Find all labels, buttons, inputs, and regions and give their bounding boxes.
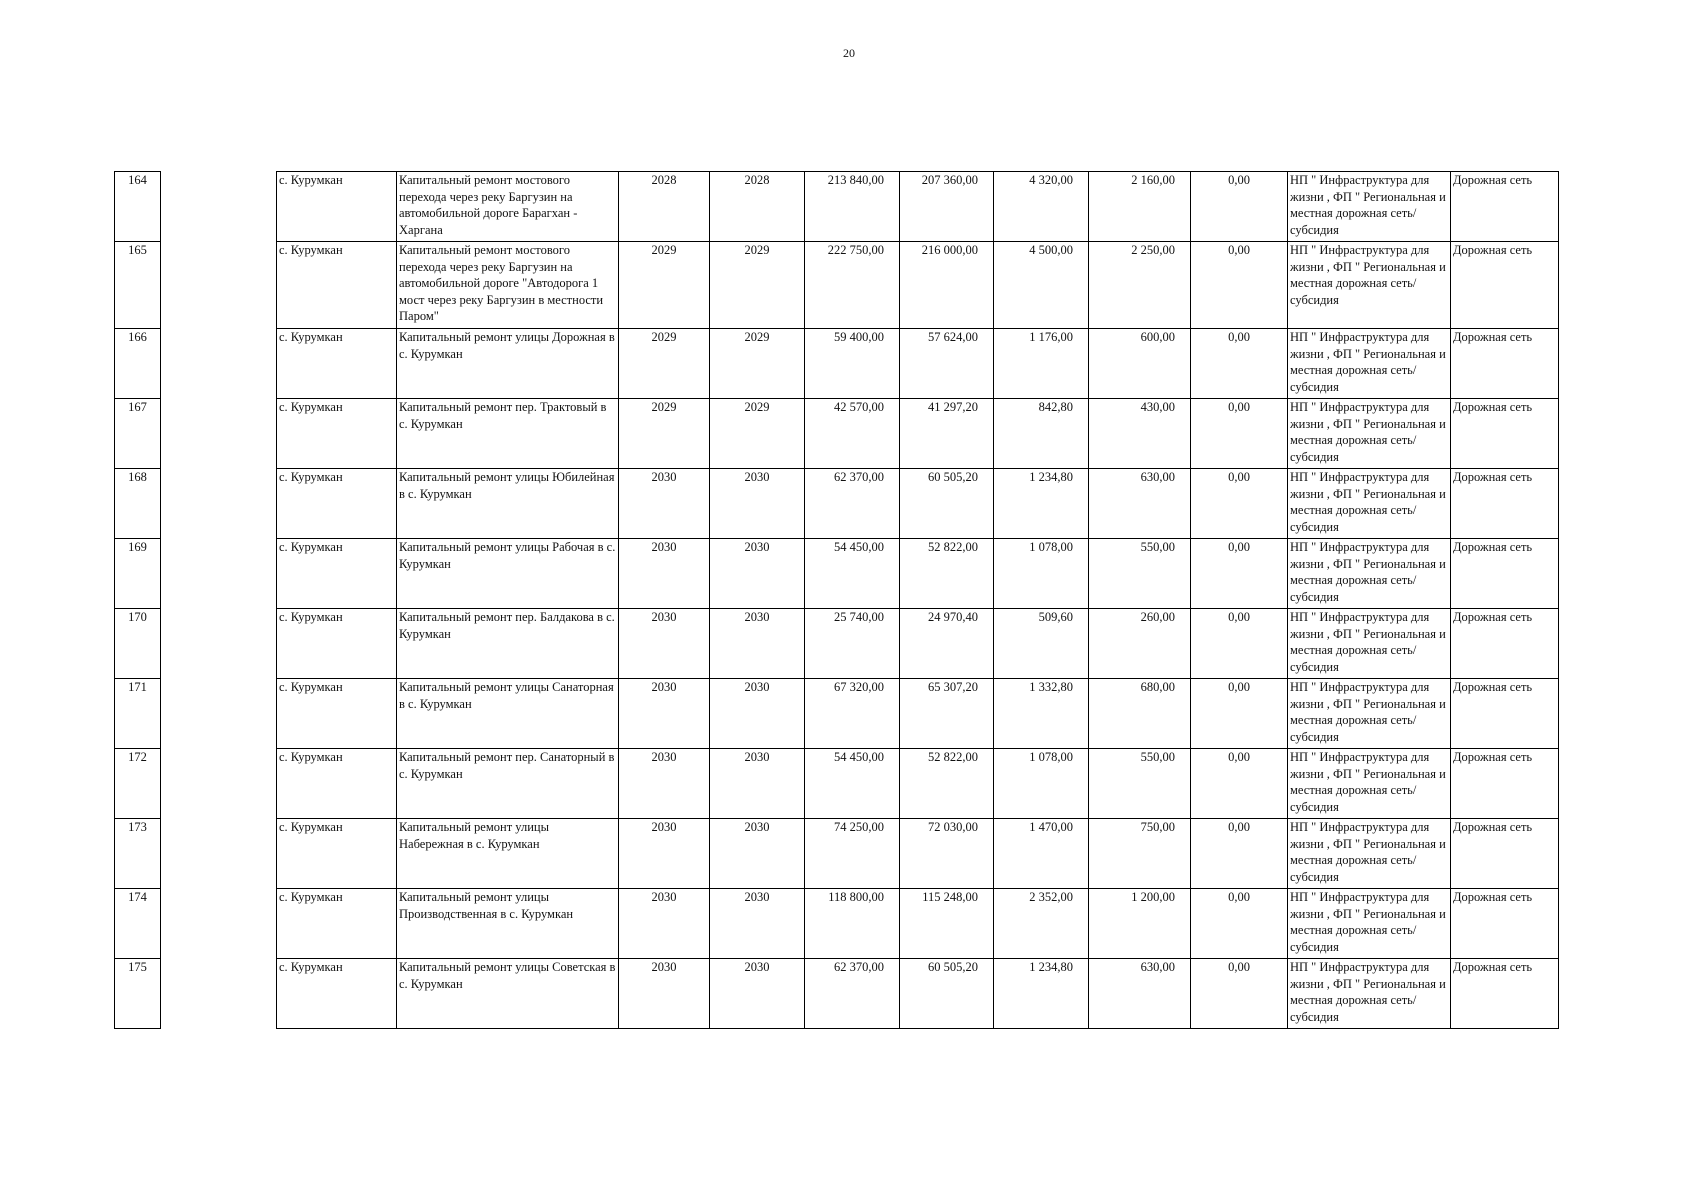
project-name-cell: Капитальный ремонт мостового перехода через реку Баргузин на автомобильной дороге "Автодорога 1 мост через реку Баргузин в местности Паром"	[397, 242, 619, 329]
project-name-cell: Капитальный ремонт улицы Санаторная в с. Курумкан	[397, 679, 619, 749]
blank-cell	[161, 889, 277, 959]
category-cell: Дорожная сеть	[1451, 959, 1559, 1029]
federal-amount-cell: 115 248,00	[900, 889, 994, 959]
project-name-cell: Капитальный ремонт улицы Набережная в с. Курумкан	[397, 819, 619, 889]
blank-cell	[161, 329, 277, 399]
federal-amount-cell: 72 030,00	[900, 819, 994, 889]
municipal-amount-cell: 430,00	[1089, 399, 1191, 469]
start-year-cell: 2030	[619, 749, 710, 819]
other-amount-cell: 0,00	[1191, 329, 1288, 399]
other-amount-cell: 0,00	[1191, 679, 1288, 749]
republic-amount-cell: 4 320,00	[994, 172, 1089, 242]
settlement-cell: с. Курумкан	[277, 679, 397, 749]
blank-cell	[161, 609, 277, 679]
table-body	[115, 172, 1559, 1029]
project-name-cell: Капитальный ремонт пер. Балдакова в с. Курумкан	[397, 609, 619, 679]
row-number: 170	[115, 609, 161, 679]
category-cell: Дорожная сеть	[1451, 242, 1559, 329]
settlement-cell: с. Курумкан	[277, 329, 397, 399]
category-cell: Дорожная сеть	[1451, 609, 1559, 679]
total-amount-cell: 42 570,00	[805, 399, 900, 469]
program-cell: НП " Инфраструктура для жизни , ФП " Региональная и местная дорожная сеть/субсидия	[1288, 679, 1451, 749]
blank-cell	[161, 819, 277, 889]
table-row	[115, 399, 1559, 469]
project-name-cell: Капитальный ремонт улицы Советская в с. Курумкан	[397, 959, 619, 1029]
settlement-cell: с. Курумкан	[277, 749, 397, 819]
total-amount-cell: 222 750,00	[805, 242, 900, 329]
republic-amount-cell: 2 352,00	[994, 889, 1089, 959]
other-amount-cell: 0,00	[1191, 819, 1288, 889]
settlement-cell: с. Курумкан	[277, 242, 397, 329]
other-amount-cell: 0,00	[1191, 172, 1288, 242]
settlement-cell: с. Курумкан	[277, 172, 397, 242]
category-cell: Дорожная сеть	[1451, 539, 1559, 609]
start-year-cell: 2030	[619, 539, 710, 609]
start-year-cell: 2029	[619, 329, 710, 399]
federal-amount-cell: 60 505,20	[900, 469, 994, 539]
program-cell: НП " Инфраструктура для жизни , ФП " Региональная и местная дорожная сеть/субсидия	[1288, 469, 1451, 539]
municipal-amount-cell: 630,00	[1089, 959, 1191, 1029]
row-number: 172	[115, 749, 161, 819]
settlement-cell: с. Курумкан	[277, 539, 397, 609]
settlement-cell: с. Курумкан	[277, 609, 397, 679]
other-amount-cell: 0,00	[1191, 749, 1288, 819]
blank-cell	[161, 469, 277, 539]
program-cell: НП " Инфраструктура для жизни , ФП " Региональная и местная дорожная сеть/субсидия	[1288, 399, 1451, 469]
projects-table	[114, 171, 1559, 1029]
end-year-cell: 2030	[710, 749, 805, 819]
table-row	[115, 959, 1559, 1029]
total-amount-cell: 54 450,00	[805, 539, 900, 609]
start-year-cell: 2030	[619, 609, 710, 679]
federal-amount-cell: 52 822,00	[900, 749, 994, 819]
settlement-cell: с. Курумкан	[277, 469, 397, 539]
project-name-cell: Капитальный ремонт пер. Трактовый в с. Курумкан	[397, 399, 619, 469]
category-cell: Дорожная сеть	[1451, 889, 1559, 959]
blank-cell	[161, 959, 277, 1029]
municipal-amount-cell: 550,00	[1089, 539, 1191, 609]
table-row	[115, 609, 1559, 679]
total-amount-cell: 118 800,00	[805, 889, 900, 959]
republic-amount-cell: 1 332,80	[994, 679, 1089, 749]
settlement-cell: с. Курумкан	[277, 959, 397, 1029]
republic-amount-cell: 1 176,00	[994, 329, 1089, 399]
end-year-cell: 2029	[710, 242, 805, 329]
project-name-cell: Капитальный ремонт улицы Юбилейная в с. Курумкан	[397, 469, 619, 539]
category-cell: Дорожная сеть	[1451, 819, 1559, 889]
table-row	[115, 679, 1559, 749]
republic-amount-cell: 1 078,00	[994, 539, 1089, 609]
table-row	[115, 539, 1559, 609]
category-cell: Дорожная сеть	[1451, 399, 1559, 469]
table-row	[115, 329, 1559, 399]
category-cell: Дорожная сеть	[1451, 172, 1559, 242]
table-row	[115, 749, 1559, 819]
other-amount-cell: 0,00	[1191, 469, 1288, 539]
table-row	[115, 242, 1559, 329]
municipal-amount-cell: 680,00	[1089, 679, 1191, 749]
row-number: 167	[115, 399, 161, 469]
category-cell: Дорожная сеть	[1451, 679, 1559, 749]
end-year-cell: 2030	[710, 889, 805, 959]
end-year-cell: 2029	[710, 399, 805, 469]
total-amount-cell: 62 370,00	[805, 959, 900, 1029]
row-number: 169	[115, 539, 161, 609]
federal-amount-cell: 207 360,00	[900, 172, 994, 242]
total-amount-cell: 67 320,00	[805, 679, 900, 749]
table-row	[115, 469, 1559, 539]
federal-amount-cell: 60 505,20	[900, 959, 994, 1029]
category-cell: Дорожная сеть	[1451, 469, 1559, 539]
project-name-cell: Капитальный ремонт улицы Рабочая в с. Курумкан	[397, 539, 619, 609]
end-year-cell: 2030	[710, 469, 805, 539]
other-amount-cell: 0,00	[1191, 399, 1288, 469]
program-cell: НП " Инфраструктура для жизни , ФП " Региональная и местная дорожная сеть/субсидия	[1288, 889, 1451, 959]
row-number: 166	[115, 329, 161, 399]
end-year-cell: 2030	[710, 959, 805, 1029]
municipal-amount-cell: 2 160,00	[1089, 172, 1191, 242]
republic-amount-cell: 842,80	[994, 399, 1089, 469]
page-number: 20	[843, 46, 855, 60]
program-cell: НП " Инфраструктура для жизни , ФП " Региональная и местная дорожная сеть/субсидия	[1288, 539, 1451, 609]
start-year-cell: 2029	[619, 242, 710, 329]
settlement-cell: с. Курумкан	[277, 819, 397, 889]
municipal-amount-cell: 630,00	[1089, 469, 1191, 539]
republic-amount-cell: 4 500,00	[994, 242, 1089, 329]
program-cell: НП " Инфраструктура для жизни , ФП " Региональная и местная дорожная сеть/субсидия	[1288, 329, 1451, 399]
end-year-cell: 2028	[710, 172, 805, 242]
total-amount-cell: 54 450,00	[805, 749, 900, 819]
end-year-cell: 2030	[710, 679, 805, 749]
program-cell: НП " Инфраструктура для жизни , ФП " Региональная и местная дорожная сеть/субсидия	[1288, 172, 1451, 242]
settlement-cell: с. Курумкан	[277, 399, 397, 469]
republic-amount-cell: 1 234,80	[994, 469, 1089, 539]
municipal-amount-cell: 600,00	[1089, 329, 1191, 399]
row-number: 174	[115, 889, 161, 959]
total-amount-cell: 25 740,00	[805, 609, 900, 679]
municipal-amount-cell: 2 250,00	[1089, 242, 1191, 329]
row-number: 173	[115, 819, 161, 889]
blank-cell	[161, 172, 277, 242]
end-year-cell: 2030	[710, 539, 805, 609]
start-year-cell: 2028	[619, 172, 710, 242]
start-year-cell: 2029	[619, 399, 710, 469]
republic-amount-cell: 1 078,00	[994, 749, 1089, 819]
federal-amount-cell: 52 822,00	[900, 539, 994, 609]
total-amount-cell: 74 250,00	[805, 819, 900, 889]
table-row	[115, 819, 1559, 889]
table-row	[115, 172, 1559, 242]
start-year-cell: 2030	[619, 469, 710, 539]
program-cell: НП " Инфраструктура для жизни , ФП " Региональная и местная дорожная сеть/субсидия	[1288, 609, 1451, 679]
federal-amount-cell: 24 970,40	[900, 609, 994, 679]
other-amount-cell: 0,00	[1191, 959, 1288, 1029]
end-year-cell: 2029	[710, 329, 805, 399]
total-amount-cell: 213 840,00	[805, 172, 900, 242]
start-year-cell: 2030	[619, 889, 710, 959]
category-cell: Дорожная сеть	[1451, 329, 1559, 399]
settlement-cell: с. Курумкан	[277, 889, 397, 959]
federal-amount-cell: 65 307,20	[900, 679, 994, 749]
row-number: 165	[115, 242, 161, 329]
program-cell: НП " Инфраструктура для жизни , ФП " Региональная и местная дорожная сеть/субсидия	[1288, 959, 1451, 1029]
federal-amount-cell: 57 624,00	[900, 329, 994, 399]
start-year-cell: 2030	[619, 819, 710, 889]
blank-cell	[161, 399, 277, 469]
municipal-amount-cell: 750,00	[1089, 819, 1191, 889]
other-amount-cell: 0,00	[1191, 539, 1288, 609]
start-year-cell: 2030	[619, 679, 710, 749]
row-number: 171	[115, 679, 161, 749]
municipal-amount-cell: 1 200,00	[1089, 889, 1191, 959]
blank-cell	[161, 679, 277, 749]
republic-amount-cell: 509,60	[994, 609, 1089, 679]
other-amount-cell: 0,00	[1191, 242, 1288, 329]
row-number: 175	[115, 959, 161, 1029]
federal-amount-cell: 216 000,00	[900, 242, 994, 329]
other-amount-cell: 0,00	[1191, 609, 1288, 679]
republic-amount-cell: 1 470,00	[994, 819, 1089, 889]
table-row	[115, 889, 1559, 959]
municipal-amount-cell: 260,00	[1089, 609, 1191, 679]
row-number: 168	[115, 469, 161, 539]
end-year-cell: 2030	[710, 609, 805, 679]
blank-cell	[161, 539, 277, 609]
start-year-cell: 2030	[619, 959, 710, 1029]
program-cell: НП " Инфраструктура для жизни , ФП " Региональная и местная дорожная сеть/субсидия	[1288, 749, 1451, 819]
blank-cell	[161, 749, 277, 819]
category-cell: Дорожная сеть	[1451, 749, 1559, 819]
program-cell: НП " Инфраструктура для жизни , ФП " Региональная и местная дорожная сеть/субсидия	[1288, 242, 1451, 329]
other-amount-cell: 0,00	[1191, 889, 1288, 959]
project-name-cell: Капитальный ремонт улицы Производственная в с. Курумкан	[397, 889, 619, 959]
blank-cell	[161, 242, 277, 329]
project-name-cell: Капитальный ремонт мостового перехода через реку Баргузин на автомобильной дороге Барагхан - Харгана	[397, 172, 619, 242]
row-number: 164	[115, 172, 161, 242]
municipal-amount-cell: 550,00	[1089, 749, 1191, 819]
project-name-cell: Капитальный ремонт пер. Санаторный в с. Курумкан	[397, 749, 619, 819]
total-amount-cell: 59 400,00	[805, 329, 900, 399]
total-amount-cell: 62 370,00	[805, 469, 900, 539]
end-year-cell: 2030	[710, 819, 805, 889]
federal-amount-cell: 41 297,20	[900, 399, 994, 469]
program-cell: НП " Инфраструктура для жизни , ФП " Региональная и местная дорожная сеть/субсидия	[1288, 819, 1451, 889]
project-name-cell: Капитальный ремонт улицы Дорожная в с. Курумкан	[397, 329, 619, 399]
republic-amount-cell: 1 234,80	[994, 959, 1089, 1029]
